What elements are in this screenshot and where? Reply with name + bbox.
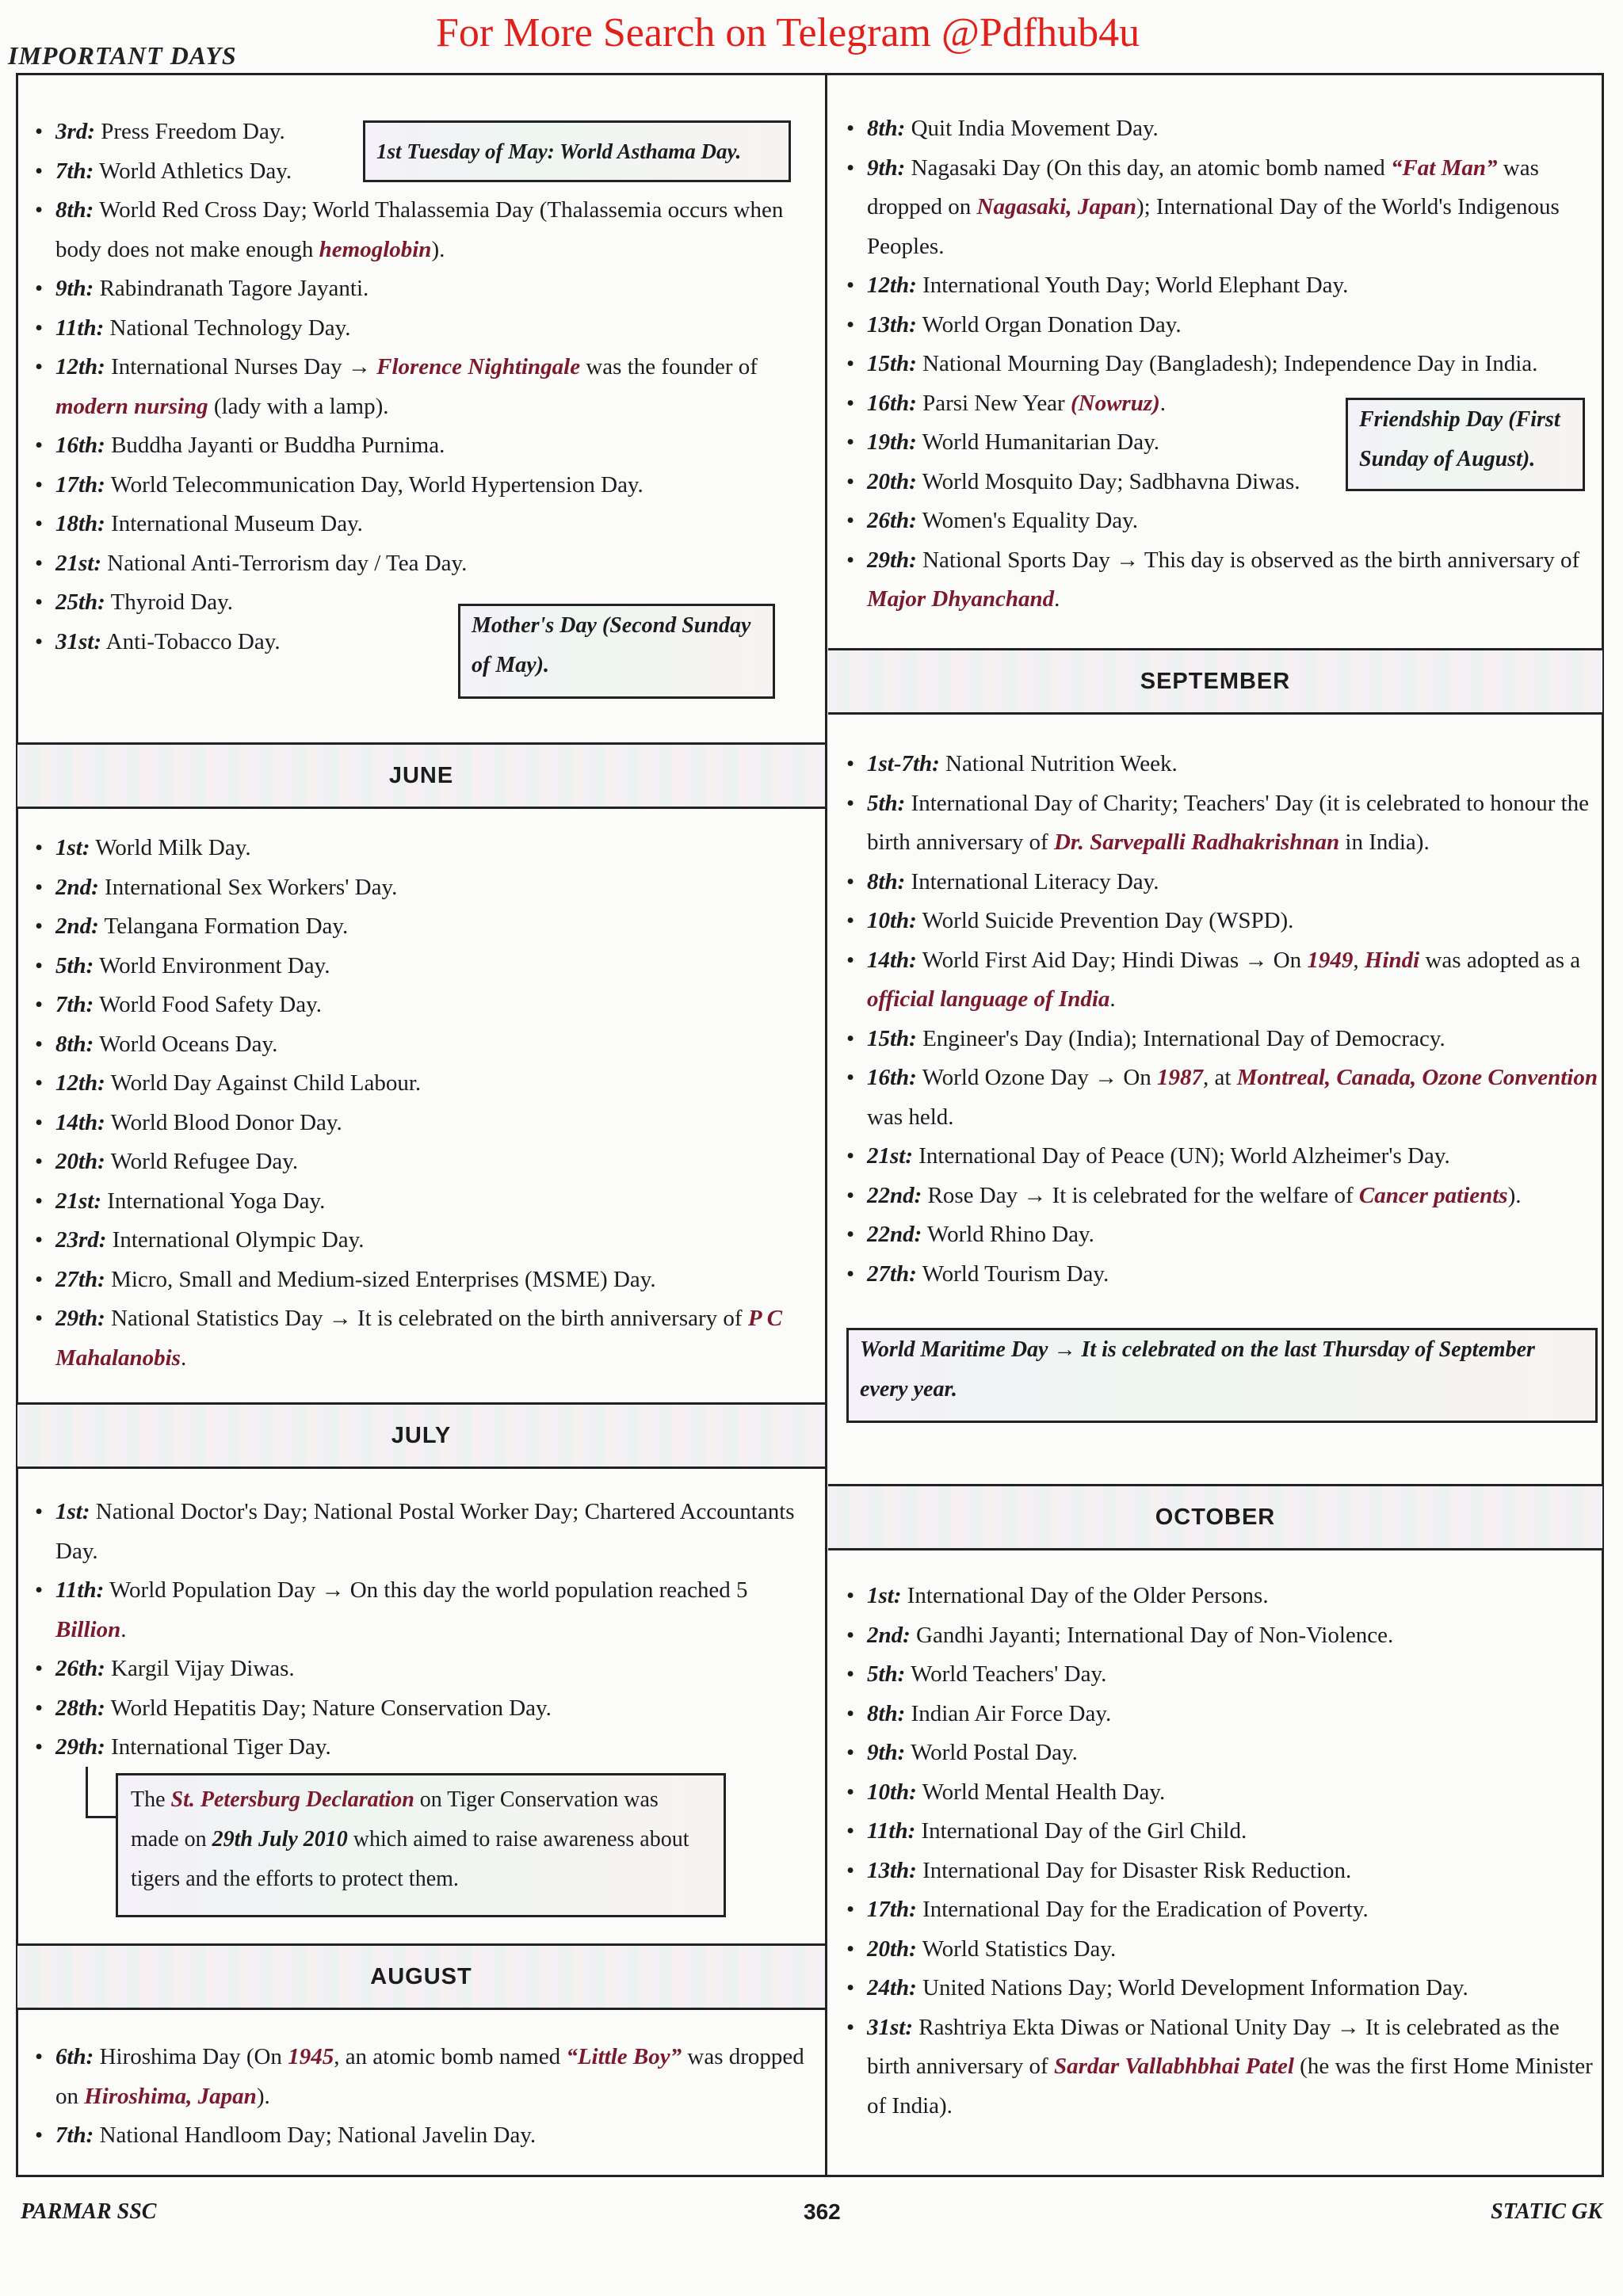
item-date: 3rd: (55, 119, 95, 144)
list-item (32, 348, 792, 426)
list-item (843, 1733, 1598, 1773)
item-date: 18th: (55, 511, 105, 536)
item-date: 26th: (55, 1656, 105, 1681)
item-date: 1st: (55, 835, 90, 860)
item-text: (he was the first Home Minister of India). (867, 2054, 1593, 2119)
item-date: 8th: (55, 1031, 94, 1057)
item-text: ). (1507, 1182, 1522, 1208)
list-item (32, 1182, 808, 1222)
item-text: World Oceans Day. (99, 1031, 278, 1057)
list-item (32, 466, 792, 505)
list-item (32, 1025, 808, 1065)
promo-banner: For More Search on Telegram @Pdfhub4u (436, 10, 1140, 55)
list-item (843, 1969, 1598, 2008)
item-text: ). (431, 236, 445, 262)
item-text: National Sports Day → This day is observed as the birth anniversary of (922, 547, 1580, 573)
list-item (843, 1058, 1598, 1137)
list-item (843, 784, 1598, 863)
list-item (32, 986, 808, 1025)
item-date: 17th: (867, 1897, 917, 1922)
item-date: 11th: (867, 1818, 916, 1844)
item-date: 29th: (867, 547, 917, 573)
column-divider (825, 73, 827, 2177)
list-item (32, 1221, 808, 1261)
item-date: 13th: (867, 311, 917, 338)
item-date: 26th: (867, 508, 917, 533)
item-text: Quit India Movement Day. (911, 116, 1159, 141)
item-emphasis: (Nowruz) (1070, 390, 1160, 416)
item-text: Micro, Small and Medium-sized Enterprises (MSME) Day. (111, 1266, 656, 1292)
item-emphasis: Cancer patients (1358, 1182, 1508, 1208)
item-date: 23rd: (55, 1227, 107, 1253)
item-date: 28th: (55, 1695, 105, 1721)
october-list (843, 1577, 1598, 2126)
item-text: World Milk Day. (95, 835, 251, 860)
list-item (843, 745, 1598, 784)
item-date: 6th: (55, 2044, 94, 2069)
item-date: 1st-7th: (867, 751, 940, 776)
item-date: 21st: (55, 1188, 101, 1214)
item-date: 5th: (867, 790, 906, 816)
item-date: 1st: (55, 1499, 90, 1524)
list-item (32, 947, 808, 986)
list-item (843, 306, 1598, 345)
list-item (843, 1616, 1598, 1656)
item-emphasis: hemoglobin (319, 236, 432, 262)
item-emphasis: Hindi (1364, 947, 1420, 973)
item-date: 31st: (55, 628, 101, 654)
item-text: , at (1203, 1065, 1237, 1090)
item-text: World Teachers' Day. (911, 1661, 1107, 1687)
item-text: National Mourning Day (Bangladesh); Independence Day in India. (922, 351, 1538, 376)
item-date: 8th: (55, 197, 94, 223)
list-item (32, 1650, 808, 1689)
item-date: 25th: (55, 589, 105, 615)
item-emphasis: P C Mahalanobis (55, 1306, 783, 1371)
list-item (843, 345, 1598, 384)
item-text: (lady with a lamp). (208, 393, 389, 419)
item-text: Indian Air Force Day. (911, 1700, 1112, 1726)
tiger-note-connector (86, 1767, 118, 1818)
item-date: 9th: (867, 154, 906, 181)
item-date: 14th: (867, 947, 917, 973)
item-date: 8th: (867, 868, 906, 894)
item-text: World Day Against Child Labour. (110, 1070, 422, 1096)
list-item (843, 1177, 1598, 1216)
may-list (32, 113, 792, 662)
item-date: 17th: (55, 471, 105, 498)
item-emphasis: 1987 (1157, 1065, 1204, 1090)
item-emphasis: “Fat Man” (1390, 154, 1498, 181)
list-item (843, 1577, 1598, 1616)
item-emphasis: Montreal, Canada, Ozone Convention (1236, 1065, 1598, 1090)
item-date: 12th: (867, 273, 917, 298)
list-item (32, 2038, 808, 2116)
list-item (843, 149, 1598, 267)
item-text: World Red Cross Day; World Thalassemia Day (Thalassemia occurs when body does not make enough (55, 197, 784, 262)
item-text: International Literacy Day. (911, 868, 1159, 894)
tiger-note-text: The (131, 1787, 171, 1812)
item-date: 15th: (867, 351, 917, 376)
item-date: 8th: (867, 116, 906, 141)
asthma-day-box: 1st Tuesday of May: World Asthama Day. (363, 120, 791, 182)
tiger-note-text: which aimed to raise awareness about tigers and the efforts to protect them. (131, 1827, 689, 1891)
item-text: International Day of Charity; Teachers' Day (it is celebrated to honour the birth anniversary of (867, 790, 1590, 855)
item-text: World Tourism Day. (922, 1261, 1109, 1287)
item-date: 10th: (867, 1779, 917, 1805)
item-emphasis: Major Dhyanchand (867, 586, 1055, 612)
list-item (843, 266, 1598, 306)
list-item (32, 505, 792, 544)
list-item (32, 1728, 808, 1768)
item-date: 21st: (55, 550, 101, 576)
item-text: , (1353, 947, 1365, 973)
item-text: ). (256, 2083, 270, 2109)
list-item (843, 109, 1598, 149)
list-item (32, 1104, 808, 1143)
item-text: International Youth Day; World Elephant Day. (922, 273, 1349, 298)
item-text: Gandhi Jayanti; International Day of Non-Violence. (916, 1622, 1394, 1648)
june-heading: JUNE (17, 742, 825, 809)
item-text: International Sex Workers' Day. (105, 874, 398, 900)
item-text: . (120, 1616, 127, 1642)
item-date: 9th: (55, 276, 94, 301)
item-text: International Day of Peace (UN); World Alzheimer's Day. (918, 1143, 1450, 1169)
list-item (32, 868, 808, 908)
item-text: National Handloom Day; National Javelin Day. (99, 2122, 537, 2148)
list-item (32, 309, 792, 349)
page-number: 362 (804, 2199, 841, 2224)
item-date: 8th: (867, 1700, 906, 1726)
item-date: 11th: (55, 1577, 105, 1603)
item-date: 16th: (867, 390, 917, 416)
list-item (32, 2116, 808, 2156)
item-date: 13th: (867, 1857, 917, 1883)
july-heading: JULY (17, 1402, 825, 1469)
item-text: Press Freedom Day. (101, 119, 285, 144)
item-emphasis: 1945 (288, 2044, 334, 2069)
item-text: . (180, 1344, 187, 1371)
list-item (32, 1064, 808, 1104)
item-text: International Day of the Girl Child. (921, 1818, 1247, 1844)
item-date: 12th: (55, 354, 105, 379)
list-item (843, 1852, 1598, 1891)
item-text: International Olympic Day. (112, 1227, 365, 1253)
item-emphasis: Hiroshima, Japan (84, 2083, 257, 2109)
list-item (32, 191, 792, 269)
item-text: World First Aid Day; Hindi Diwas → On (922, 947, 1308, 973)
tiger-note-box (116, 1773, 726, 1917)
item-emphasis: Florence Nightingale (376, 354, 581, 379)
item-text: Women's Equality Day. (922, 508, 1139, 533)
list-item (843, 1655, 1598, 1695)
item-emphasis: Nagasaki, Japan (976, 194, 1136, 219)
list-item (843, 1773, 1598, 1813)
item-date: 7th: (55, 992, 94, 1017)
item-emphasis: official language of India (867, 986, 1110, 1012)
list-item (843, 941, 1598, 1020)
item-date: 22nd: (867, 1222, 922, 1247)
tiger-note-text: on Tiger Conservation was made on (131, 1787, 659, 1852)
item-text: Thyroid Day. (110, 589, 233, 615)
footer-subject: STATIC GK (1491, 2199, 1602, 2224)
item-date: 15th: (867, 1025, 917, 1051)
list-item (843, 502, 1598, 541)
july-list (32, 1493, 808, 1768)
item-date: 7th: (55, 158, 94, 184)
tiger-note-date: 29th July 2010 (212, 1827, 348, 1852)
list-item (843, 863, 1598, 902)
item-emphasis: Billion (55, 1616, 121, 1642)
item-date: 2nd: (55, 874, 99, 900)
item-text: Engineer's Day (India); International Day of Democracy. (922, 1025, 1445, 1051)
item-text: was the founder of (580, 354, 758, 379)
list-item (843, 1255, 1598, 1295)
item-date: 31st: (867, 2014, 913, 2040)
item-text: International Tiger Day. (111, 1734, 331, 1760)
item-text: Rashtriya Ekta Diwas or National Unity Day → It is celebrated as the birth anniversary of (867, 2014, 1560, 2079)
item-text: . (1054, 586, 1060, 612)
item-text: National Nutrition Week. (945, 751, 1178, 776)
august-list-left (32, 2038, 808, 2156)
item-date: 14th: (55, 1109, 105, 1135)
item-date: 27th: (55, 1266, 105, 1292)
item-text: World Statistics Day. (922, 1936, 1117, 1962)
item-date: 21st: (867, 1143, 913, 1169)
item-text: . (1109, 986, 1116, 1012)
item-text: was dropped on (867, 154, 1539, 219)
item-text: World Population Day → On this day the world population reached 5 (109, 1577, 748, 1603)
item-text: was adopted as a (1419, 947, 1581, 973)
item-text: was dropped on (55, 2044, 804, 2109)
item-text: Telangana Formation Day. (104, 913, 349, 939)
list-item (843, 1695, 1598, 1734)
list-item (32, 1142, 808, 1182)
list-item (843, 2008, 1598, 2126)
list-item (32, 829, 808, 868)
list-item (32, 1689, 808, 1729)
item-text: World Organ Donation Day. (922, 311, 1182, 338)
list-item (32, 269, 792, 309)
list-item (843, 1137, 1598, 1177)
item-emphasis: Sardar Vallabhbhai Patel (1053, 2054, 1294, 2079)
list-item (843, 1890, 1598, 1930)
friendship-day-box: Friendship Day (First Sunday of August). (1346, 398, 1585, 491)
list-item (32, 1299, 808, 1378)
item-text: World Humanitarian Day. (922, 429, 1159, 455)
list-item (843, 1215, 1598, 1255)
item-text: World Hepatitis Day; Nature Conservation Day. (110, 1695, 552, 1721)
item-text: World Mental Health Day. (922, 1779, 1166, 1805)
list-item (843, 1930, 1598, 1970)
item-text: Anti-Tobacco Day. (105, 628, 281, 654)
item-date: 27th: (867, 1261, 917, 1287)
item-text: Nagasaki Day (On this day, an atomic bomb named (911, 154, 1391, 181)
item-text: World Mosquito Day; Sadbhavna Diwas. (922, 468, 1300, 494)
september-heading: SEPTEMBER (828, 648, 1602, 715)
item-text: World Postal Day. (911, 1740, 1078, 1765)
item-date: 9th: (867, 1740, 906, 1765)
october-heading: OCTOBER (828, 1484, 1602, 1550)
item-text: World Athletics Day. (99, 158, 292, 184)
item-text: . (1159, 390, 1167, 416)
list-item (843, 1812, 1598, 1852)
item-text: World Ozone Day → On (922, 1065, 1158, 1090)
item-date: 5th: (55, 952, 94, 978)
item-emphasis: “Little Boy” (566, 2044, 682, 2069)
item-text: World Suicide Prevention Day (WSPD). (922, 908, 1294, 933)
june-list (32, 829, 808, 1378)
item-date: 10th: (867, 908, 917, 933)
item-text: World Refugee Day. (110, 1149, 299, 1174)
item-date: 29th: (55, 1734, 105, 1760)
list-item (32, 426, 792, 466)
item-text: was held. (867, 1104, 954, 1130)
item-text: Buddha Jayanti or Buddha Purnima. (111, 433, 445, 458)
item-text: , an atomic bomb named (334, 2044, 567, 2069)
item-text: Rabindranath Tagore Jayanti. (99, 276, 369, 301)
item-text: World Environment Day. (99, 952, 330, 978)
item-emphasis: modern nursing (55, 393, 208, 419)
mothers-day-box: Mother's Day (Second Sunday of May). (458, 604, 775, 699)
item-text: International Day for the Eradication of Poverty. (922, 1897, 1369, 1922)
item-text: International Nurses Day → (111, 354, 377, 379)
september-list (843, 745, 1598, 1294)
item-text: World Telecommunication Day, World Hypertension Day. (110, 471, 643, 498)
list-item (843, 1020, 1598, 1059)
item-date: 2nd: (867, 1622, 911, 1648)
item-text: National Technology Day. (109, 315, 351, 341)
item-date: 20th: (867, 468, 917, 494)
item-date: 19th: (867, 429, 917, 455)
maritime-day-box: World Maritime Day → It is celebrated on the last Thursday of September every year. (846, 1328, 1598, 1423)
item-date: 1st: (867, 1583, 902, 1608)
item-date: 20th: (867, 1936, 917, 1962)
list-item (843, 541, 1598, 620)
item-text: National Statistics Day → It is celebrated on the birth anniversary of (111, 1306, 748, 1331)
item-date: 2nd: (55, 913, 99, 939)
item-text: Parsi New Year (922, 390, 1071, 416)
item-text: International Day of the Older Persons. (907, 1583, 1269, 1608)
item-text: Rose Day → It is celebrated for the welfare of (927, 1182, 1359, 1208)
footer-publisher: PARMAR SSC (21, 2199, 157, 2224)
item-text: World Rhino Day. (927, 1222, 1094, 1247)
item-text: International Day for Disaster Risk Reduction. (922, 1857, 1352, 1883)
item-text: International Yoga Day. (107, 1188, 326, 1214)
item-date: 7th: (55, 2122, 94, 2148)
list-item (32, 1261, 808, 1300)
august-list-right (843, 109, 1598, 620)
item-date: 5th: (867, 1661, 906, 1687)
item-emphasis: 1949 (1307, 947, 1354, 973)
item-date: 24th: (867, 1975, 917, 2000)
item-text: World Blood Donor Day. (110, 1109, 342, 1135)
list-item (32, 1493, 808, 1571)
item-date: 16th: (55, 433, 105, 458)
list-item (32, 1571, 808, 1650)
item-date: 29th: (55, 1306, 105, 1331)
item-text: World Food Safety Day. (99, 992, 322, 1017)
item-text: National Anti-Terrorism day / Tea Day. (107, 550, 468, 576)
item-date: 12th: (55, 1070, 105, 1096)
list-item (843, 902, 1598, 941)
item-date: 22nd: (867, 1182, 922, 1208)
running-header: IMPORTANT DAYS (8, 41, 237, 70)
tiger-note-em: St. Petersburg Declaration (170, 1787, 414, 1812)
list-item (32, 544, 792, 584)
list-item (32, 907, 808, 947)
item-text: ); International Day of the World's Indigenous Peoples. (867, 194, 1560, 259)
item-emphasis: Dr. Sarvepalli Radhakrishnan (1053, 830, 1340, 855)
item-text: Hiroshima Day (On (99, 2044, 288, 2069)
august-heading: AUGUST (17, 1943, 825, 2010)
item-text: International Museum Day. (111, 511, 363, 536)
item-date: 16th: (867, 1065, 917, 1090)
item-date: 11th: (55, 315, 105, 341)
item-text: National Doctor's Day; National Postal Worker Day; Chartered Accountants Day. (55, 1499, 795, 1564)
item-text: in India). (1339, 830, 1430, 855)
item-text: United Nations Day; World Development Information Day. (922, 1975, 1468, 2000)
item-text: Kargil Vijay Diwas. (111, 1656, 295, 1681)
item-date: 20th: (55, 1149, 105, 1174)
